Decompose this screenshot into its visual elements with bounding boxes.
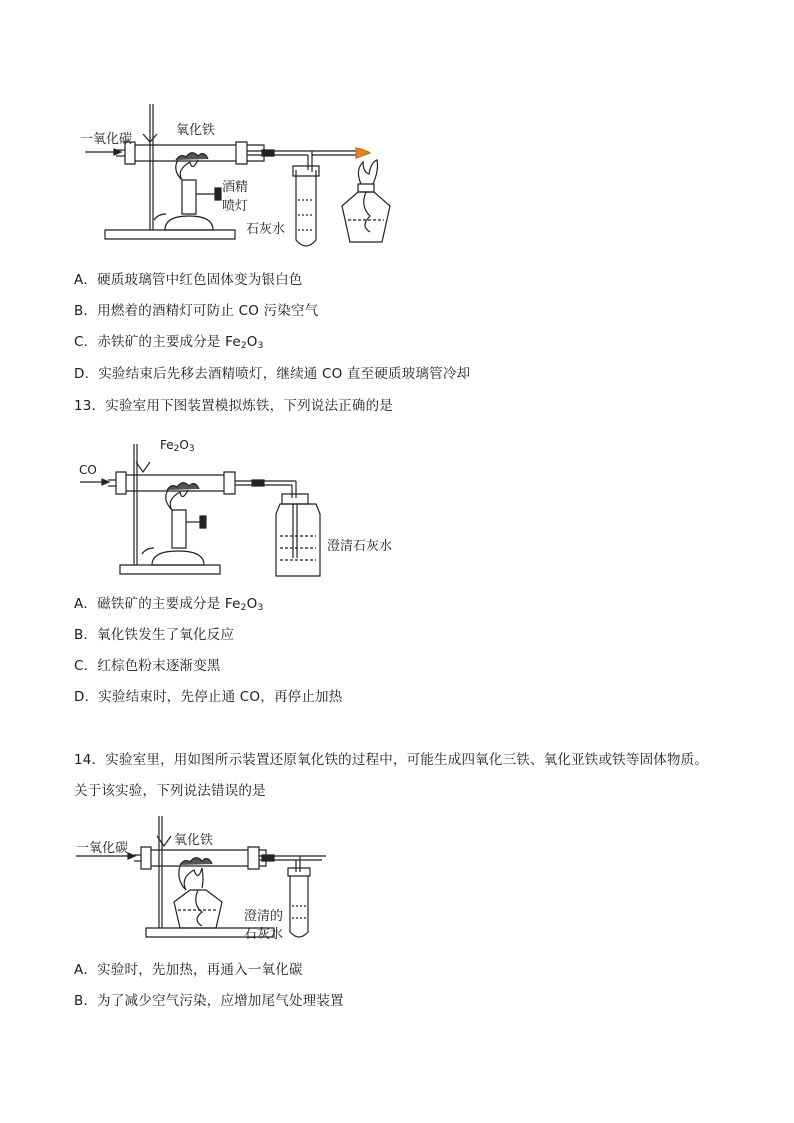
q12-option-d: D．实验结束后先移去酒精喷灯，继续通 CO 直至硬质玻璃管冷却 <box>74 366 471 382</box>
q12-option-c <box>74 330 264 351</box>
figure-1-apparatus <box>0 0 794 260</box>
q13-option-c: C．红棕色粉末逐渐变黑 <box>74 658 221 674</box>
q12-c-sub1: 2 <box>240 341 247 351</box>
figure-2-drawing <box>0 440 794 590</box>
q13-option-b: B．氧化铁发生了氧化反应 <box>74 627 235 643</box>
q13-option-a <box>74 592 263 613</box>
burner-label-2: 喷灯 <box>222 199 249 214</box>
co-label: 一氧化碳 <box>76 841 129 856</box>
q13-a-mid: O <box>246 596 258 612</box>
fe-sub: 2 <box>173 444 180 454</box>
q14-option-a: A．实验时，先加热，再通入一氧化碳 <box>74 962 303 978</box>
o-sub: 3 <box>188 444 195 454</box>
q12-option-b: B．用燃着的酒精灯可防止 CO 污染空气 <box>74 303 319 319</box>
q12-c-text: C．赤铁矿的主要成分是 Fe <box>74 334 241 350</box>
fe2o3-powder <box>176 153 208 160</box>
q14-option-b: B．为了减少空气污染，应增加尾气处理装置 <box>74 993 344 1009</box>
limewater-label-2: 石灰水 <box>244 927 284 942</box>
q12-c-sub2: 3 <box>257 341 264 351</box>
q13-a-sub1: 2 <box>240 603 247 613</box>
q14-stem-line1: 14．实验室里，用如图所示装置还原氧化铁的过程中，可能生成四氧化三铁、氧化亚铁或铁等固体物质。 <box>74 752 709 768</box>
iron-stand-base <box>120 565 220 574</box>
co-label: 一氧化碳 <box>80 132 133 147</box>
limewater-bottle <box>276 504 320 576</box>
q13-a-text: A．磁铁矿的主要成分是 Fe <box>74 596 241 612</box>
burner-label-1: 酒精 <box>222 180 249 195</box>
q13-a-sub2: 3 <box>257 603 264 613</box>
fe2o3-label: 氧化铁 <box>176 123 216 138</box>
alcohol-lamp <box>342 192 390 242</box>
q12-option-a: A．硬质玻璃管中红色固体变为银白色 <box>74 272 303 288</box>
q13-option-d: D．实验结束时，先停止通 CO，再停止加热 <box>74 689 343 705</box>
figure-2-apparatus <box>0 440 794 590</box>
limewater-label-1: 澄清的 <box>244 909 284 924</box>
fe-text: Fe <box>160 438 174 452</box>
iron-stand-base <box>105 230 235 239</box>
fe2o3-label: 氧化铁 <box>174 833 214 848</box>
q12-c-mid: O <box>246 334 258 350</box>
o-text: O <box>179 438 189 452</box>
q14-stem-line2: 关于该实验，下列说法错误的是 <box>74 783 266 799</box>
alcohol-spray-burner <box>182 180 196 214</box>
limewater-label: 澄清石灰水 <box>327 539 393 554</box>
figure-3-apparatus <box>0 810 794 950</box>
limewater-label: 石灰水 <box>246 222 286 237</box>
limewater-test-tube <box>296 170 316 246</box>
fe2o3-label <box>160 438 195 454</box>
figure-3-drawing <box>0 810 794 950</box>
co-label: CO <box>79 463 97 477</box>
q13-stem: 13．实验室用下图装置模拟炼铁，下列说法正确的是 <box>74 398 393 414</box>
